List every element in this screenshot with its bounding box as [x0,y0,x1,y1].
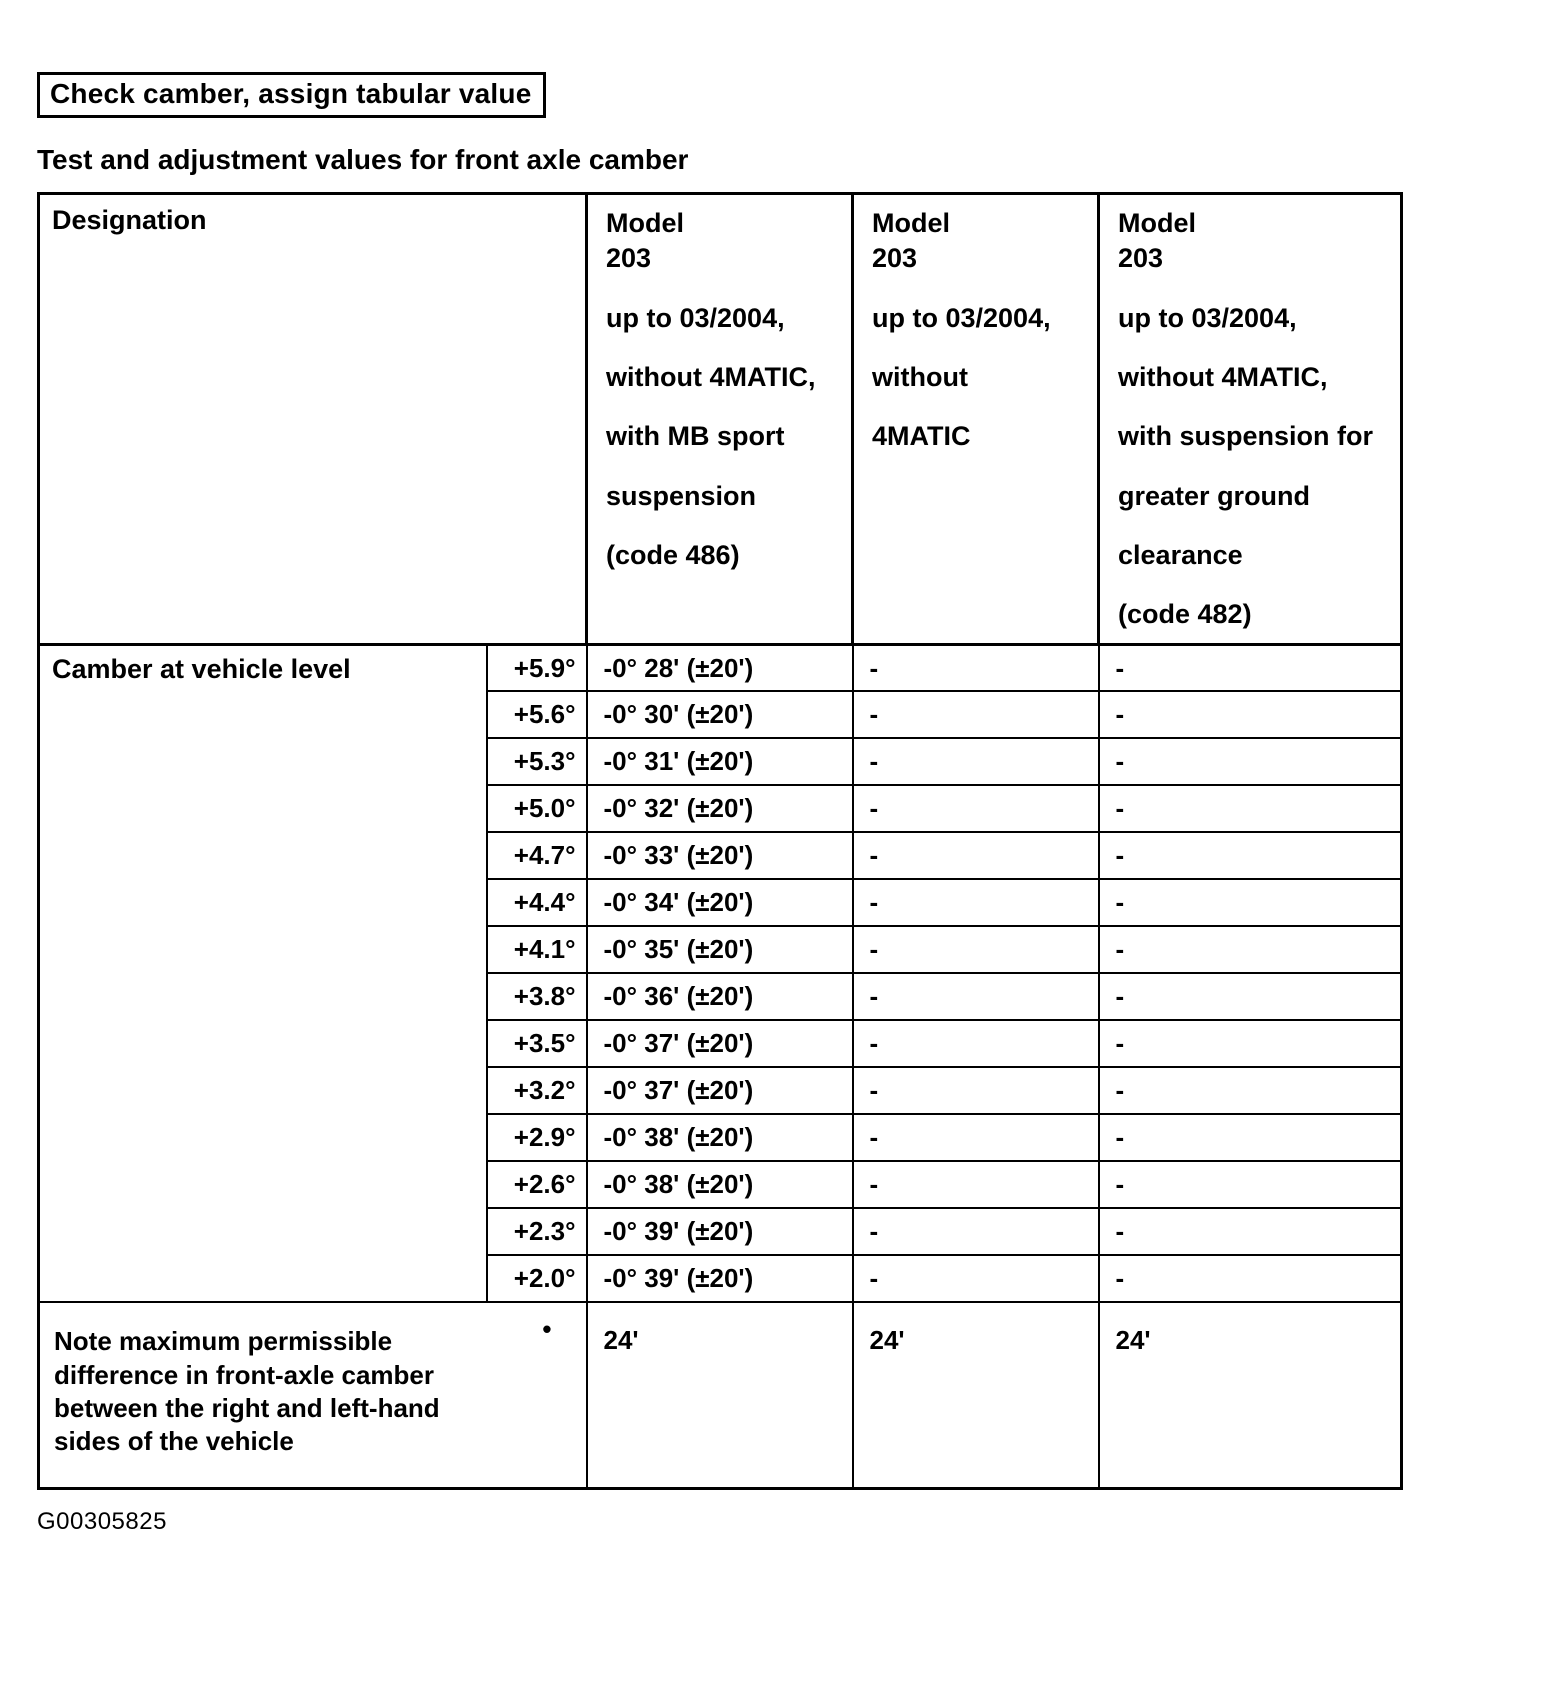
model-header-line: 203 [1118,243,1164,274]
camber-angle-cell: +2.9° [487,1114,587,1161]
camber-value-cell: -0° 37' (±20') [587,1020,853,1067]
camber-value-cell: - [853,691,1099,738]
camber-value-cell: - [853,1020,1099,1067]
camber-value-cell: -0° 30' (±20') [587,691,853,738]
header-model-203-without-4matic [853,194,1099,645]
note-value-cell: 24' [1099,1302,1402,1488]
model-header-line: 203 [606,243,652,274]
camber-value-cell: -0° 35' (±20') [587,926,853,973]
header-model-203-greater-ground-clearance [1099,194,1402,645]
table-header [39,194,1402,645]
camber-value-cell: - [1099,1067,1402,1114]
header-row [39,194,1402,645]
camber-value-cell: -0° 36' (±20') [587,973,853,1020]
camber-angle-cell: +4.1° [487,926,587,973]
camber-angle-cell: +4.7° [487,832,587,879]
camber-angle-cell: +3.5° [487,1020,587,1067]
row-label-camber-at-vehicle-level: Camber at vehicle level [39,644,487,1302]
camber-value-cell: - [853,973,1099,1020]
camber-row [39,644,1402,691]
note-value-cell: 24' [853,1302,1099,1488]
camber-value-cell: - [853,1161,1099,1208]
model-header-line: up to 03/2004, [606,302,785,333]
note-value-cell: 24' [587,1302,853,1488]
model-header-line: up to 03/2004, [1118,302,1297,333]
model-header-line: without 4MATIC, [606,362,816,393]
boxed-title: Check camber, assign tabular value [37,72,546,118]
camber-value-cell: - [1099,832,1402,879]
camber-angle-cell: +3.2° [487,1067,587,1114]
model-header-line: with suspension for [1118,421,1374,452]
model-header-line: 203 [872,243,918,274]
model-header-line: Model [606,208,685,238]
camber-angle-cell: +5.3° [487,738,587,785]
camber-value-cell: - [853,1067,1099,1114]
camber-value-cell: - [1099,691,1402,738]
camber-angle-cell: +2.6° [487,1161,587,1208]
camber-angle-cell: +5.0° [487,785,587,832]
camber-value-cell: - [1099,1020,1402,1067]
camber-value-cell: -0° 28' (±20') [587,644,853,691]
camber-spec-table [37,192,1403,1490]
camber-value-cell: - [853,1114,1099,1161]
camber-value-cell: -0° 37' (±20') [587,1067,853,1114]
camber-value-cell: - [1099,785,1402,832]
camber-value-cell: - [853,879,1099,926]
model-header-line: greater ground [1118,480,1311,511]
model-header-line: without [872,362,968,393]
camber-value-cell: - [1099,1255,1402,1302]
model-header-line: up to 03/2004, [872,302,1051,333]
model-header-line: clearance [1118,540,1243,571]
note-body [39,1302,1402,1488]
camber-rows [39,644,1402,1302]
camber-value-cell: - [853,738,1099,785]
camber-value-cell: - [1099,738,1402,785]
camber-value-cell: - [1099,1208,1402,1255]
model-header-line: 4MATIC [872,421,971,452]
camber-value-cell: - [1099,973,1402,1020]
camber-angle-cell: +5.6° [487,691,587,738]
camber-value-cell: - [853,1255,1099,1302]
model-header-line: without 4MATIC, [1118,362,1328,393]
camber-value-cell: - [853,1208,1099,1255]
camber-value-cell: -0° 38' (±20') [587,1114,853,1161]
camber-value-cell: - [853,832,1099,879]
camber-value-cell: - [1099,1161,1402,1208]
camber-angle-cell: +2.0° [487,1255,587,1302]
camber-value-cell: -0° 39' (±20') [587,1208,853,1255]
camber-value-cell: - [853,644,1099,691]
note-label-cell [39,1302,587,1488]
camber-value-cell: - [1099,1114,1402,1161]
figure-code: G00305825 [37,1507,167,1535]
note-label: Note maximum permissible difference in front-axle camber between the right and left-hand sides of the vehicle [54,1326,440,1457]
note-row [39,1302,1402,1488]
model-header-line: (code 482) [1118,599,1252,630]
camber-value-cell: - [853,785,1099,832]
header-designation: Designation [39,194,587,645]
camber-angle-cell: +2.3° [487,1208,587,1255]
camber-value-cell: -0° 34' (±20') [587,879,853,926]
camber-value-cell: -0° 38' (±20') [587,1161,853,1208]
header-model-203-mb-sport-suspension [587,194,853,645]
table-subtitle: Test and adjustment values for front axle camber [37,144,689,175]
camber-angle-cell: +5.9° [487,644,587,691]
camber-value-cell: - [1099,644,1402,691]
camber-value-cell: - [1099,926,1402,973]
camber-angle-cell: +4.4° [487,879,587,926]
camber-value-cell: - [1099,879,1402,926]
model-header-line: with MB sport [606,421,785,452]
model-header-line: (code 486) [606,540,740,571]
camber-angle-cell: +3.8° [487,973,587,1020]
camber-value-cell: -0° 32' (±20') [587,785,853,832]
camber-value-cell: - [853,926,1099,973]
model-header-line: Model [872,208,951,238]
camber-value-cell: -0° 31' (±20') [587,738,853,785]
bullet-icon: • [542,1314,552,1345]
model-header-line: suspension [606,480,757,511]
camber-value-cell: -0° 33' (±20') [587,832,853,879]
camber-value-cell: -0° 39' (±20') [587,1255,853,1302]
model-header-line: Model [1118,208,1197,238]
